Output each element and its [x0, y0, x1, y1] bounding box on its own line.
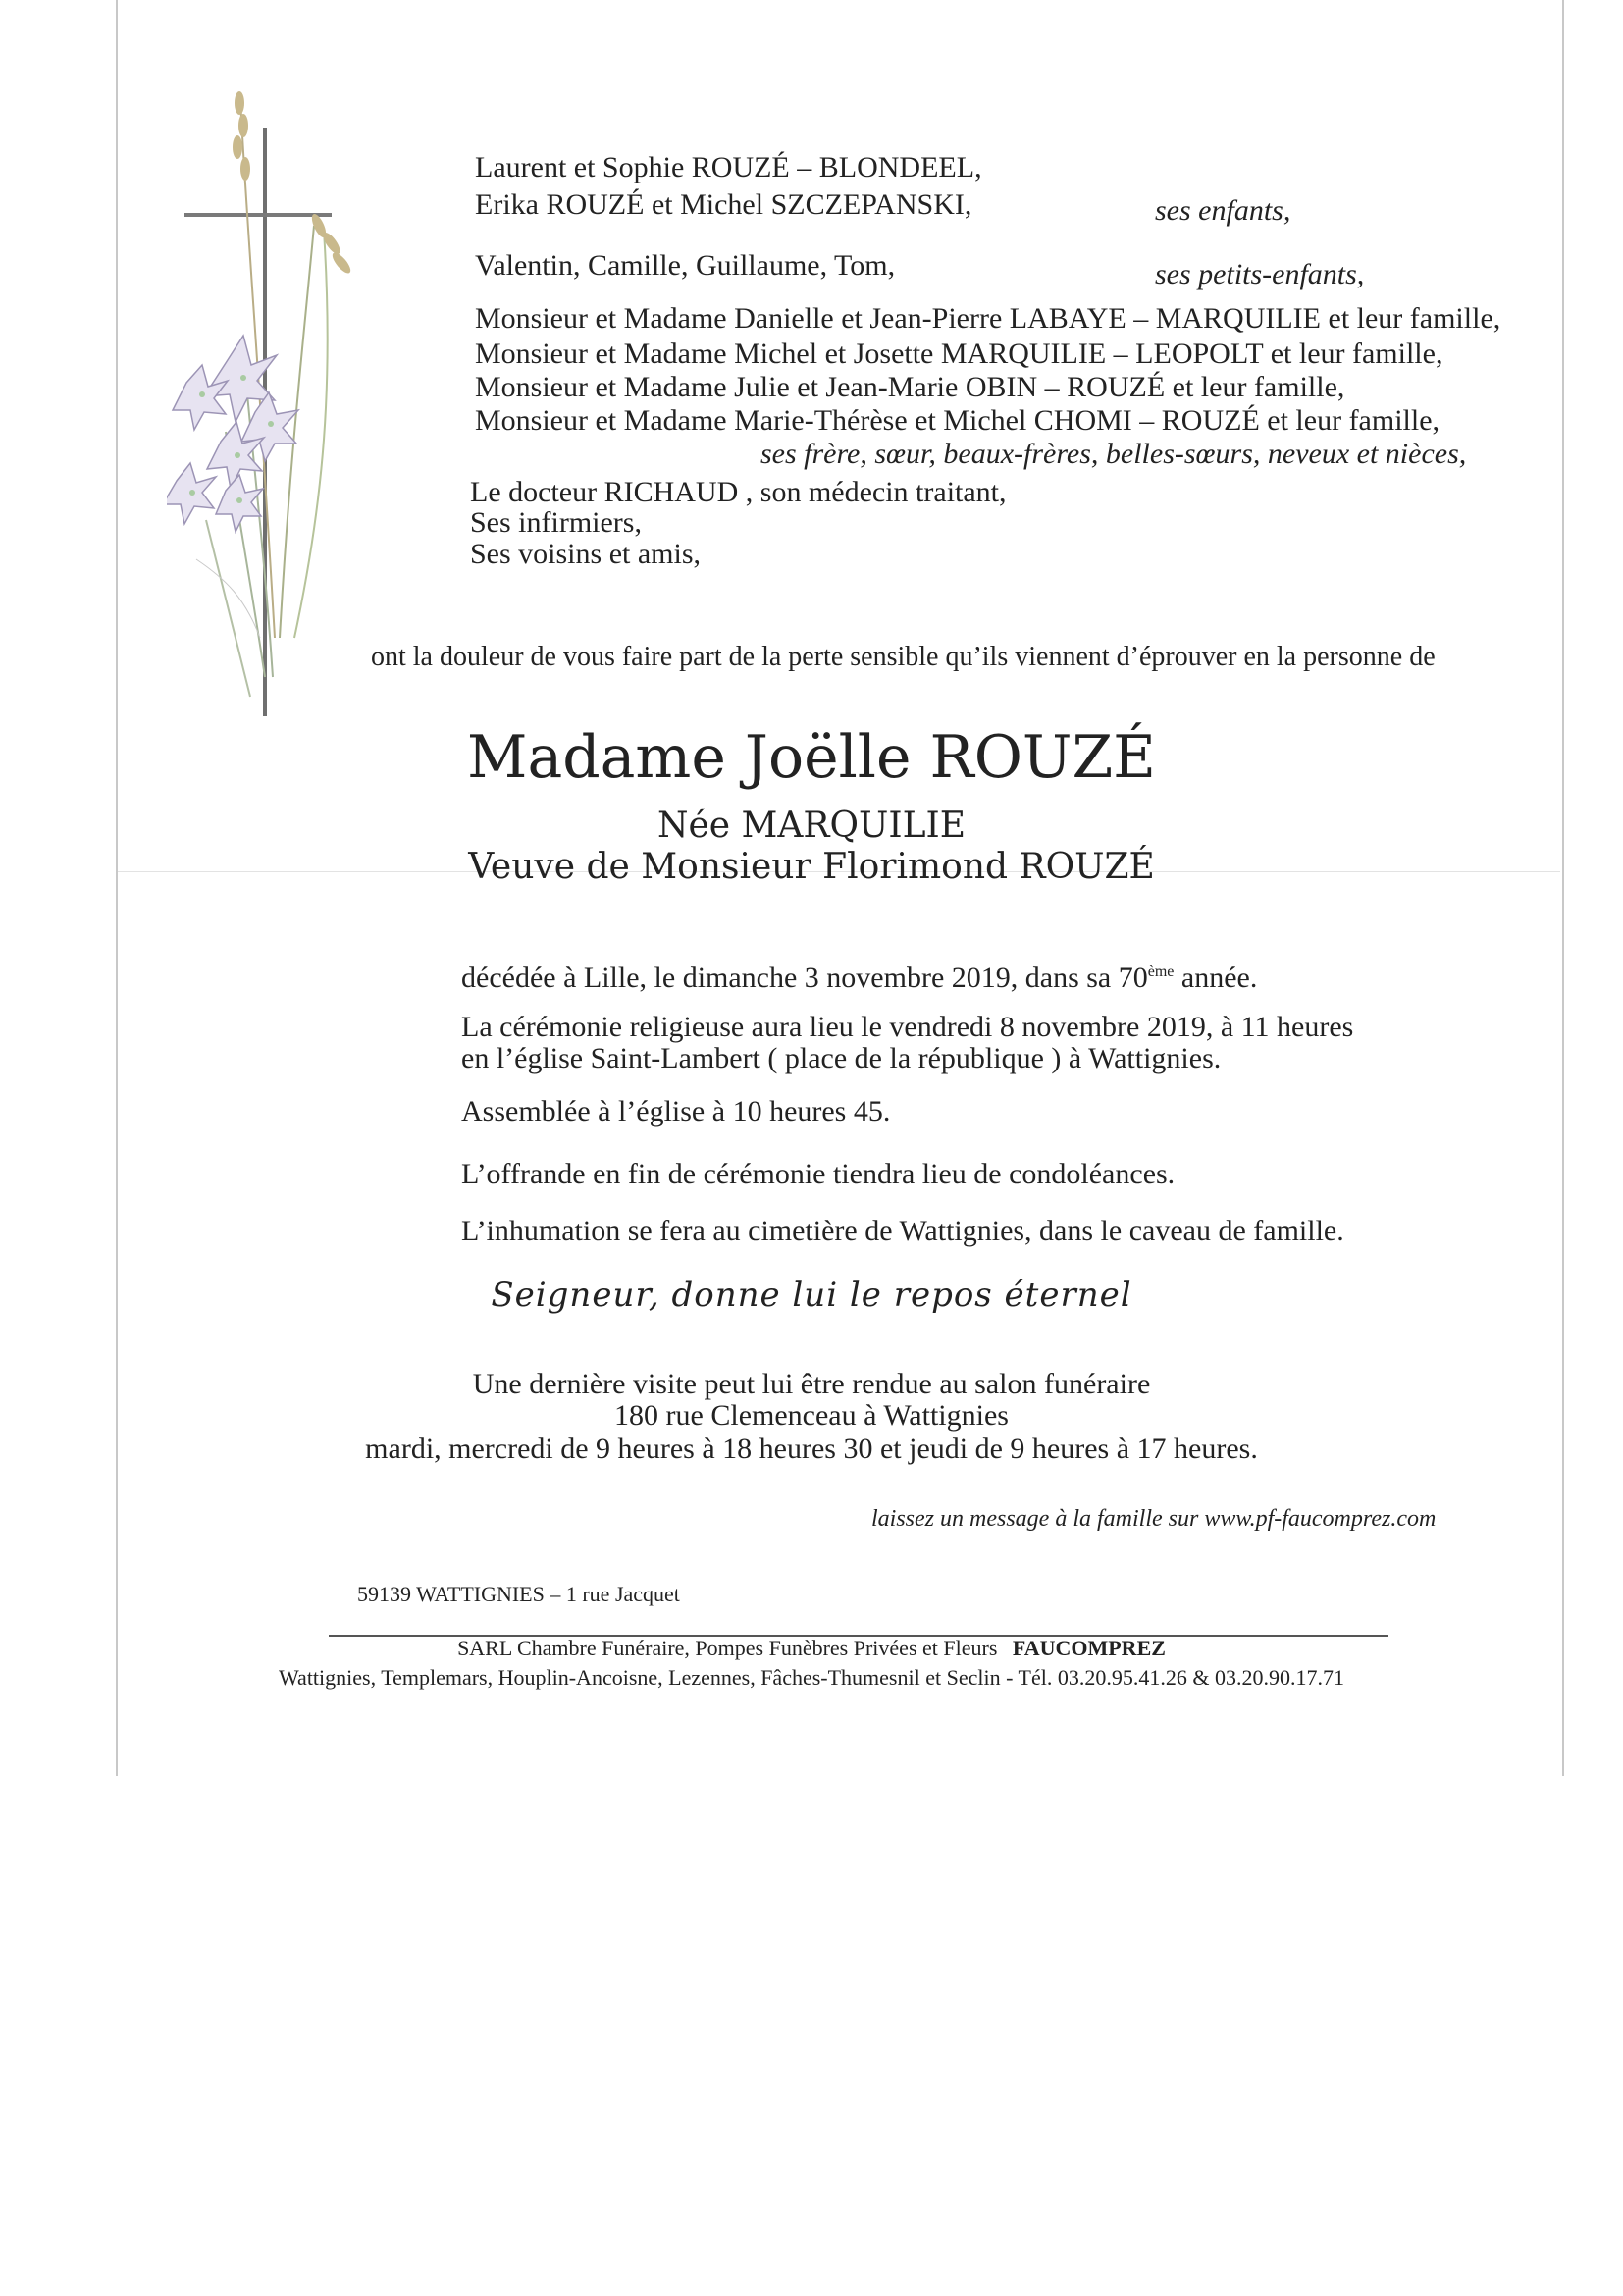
visit-line-1: Une dernière visite peut lui être rendue au salon funéraire	[472, 1368, 1151, 1400]
footer-company-name: FAUCOMPREZ	[1012, 1636, 1166, 1660]
visit-line-3: mardi, mercredi de 9 heures à 18 heures 30 et jeudi de 9 heures à 17 heures.	[365, 1433, 1258, 1465]
grandchildren-names: Valentin, Camille, Guillaume, Tom,	[475, 249, 896, 282]
prayer: Seigneur, donne lui le repos éternel	[491, 1276, 1132, 1315]
ceremony-line-2: en l’église Saint-Lambert ( place de la république ) à Wattignies.	[461, 1042, 1222, 1074]
death-text: décédée à Lille, le dimanche 3 novembre 2019, dans sa 70	[461, 962, 1148, 994]
offering: L’offrande en fin de cérémonie tiendra lieu de condoléances.	[461, 1158, 1176, 1190]
sibling-line-3: Monsieur et Madame Julie et Jean-Marie OBIN – ROUZÉ et leur famille,	[475, 371, 1345, 403]
siblings-role: ses frère, sœur, beaux-frères, belles-sœurs, neveux et nièces,	[760, 438, 1467, 470]
sibling-line-2: Monsieur et Madame Michel et Josette MARQUILIE – LEOPOLT et leur famille,	[475, 338, 1443, 370]
page-right-edge	[1562, 0, 1564, 1776]
announcement: ont la douleur de vous faire part de la perte sensible qu’ils viennent d’éprouver en la personne de	[371, 642, 1436, 672]
cross-wheat-lilies-icon	[167, 88, 422, 726]
ceremony-line-1: La cérémonie religieuse aura lieu le vendredi 8 novembre 2019, à 11 heures	[461, 1011, 1354, 1043]
others-line-3: Ses voisins et amis,	[470, 538, 702, 570]
page-left-edge	[116, 0, 118, 1776]
family-children-line-1: Laurent et Sophie ROUZÉ – BLONDEEL,	[475, 151, 982, 183]
footer-company	[0, 1637, 1623, 1660]
footer-towns: Wattignies, Templemars, Houplin-Ancoisne, Lezennes, Fâches-Thumesnil et Seclin - Tél. 03.20.95.41.26 & 03.20.90.17.71	[279, 1665, 1344, 1690]
website-message: laissez un message à la famille sur www.pf-faucomprez.com	[871, 1506, 1437, 1532]
deceased-name: Madame Joëlle ROUZÉ	[467, 723, 1156, 792]
footer-company-prefix: SARL Chambre Funéraire, Pompes Funèbres Privées et Fleurs	[457, 1636, 998, 1660]
deceased-maiden: Née MARQUILIE	[657, 806, 966, 846]
address: 59139 WATTIGNIES – 1 rue Jacquet	[357, 1582, 680, 1606]
assembly: Assemblée à l’église à 10 heures 45.	[461, 1095, 891, 1127]
grandchildren-role: ses petits-enfants,	[1155, 258, 1365, 290]
others-line-2: Ses infirmiers,	[470, 506, 642, 539]
sibling-line-4: Monsieur et Madame Marie-Thérèse et Michel CHOMI – ROUZÉ et leur famille,	[475, 404, 1440, 437]
death-text-end: année.	[1174, 962, 1258, 994]
death-superscript: ème	[1147, 964, 1175, 980]
others-line-1: Le docteur RICHAUD , son médecin traitant,	[470, 476, 1007, 508]
death-details	[461, 958, 1257, 993]
deceased-widow: Veuve de Monsieur Florimond ROUZÉ	[468, 847, 1155, 887]
visit-line-2: 180 rue Clemenceau à Wattignies	[614, 1399, 1009, 1432]
sibling-line-1: Monsieur et Madame Danielle et Jean-Pierre LABAYE – MARQUILIE et leur famille,	[475, 302, 1501, 335]
burial: L’inhumation se fera au cimetière de Wattignies, dans le caveau de famille.	[461, 1215, 1344, 1247]
children-role: ses enfants,	[1155, 194, 1291, 227]
family-children-line-2: Erika ROUZÉ et Michel SZCZEPANSKI,	[475, 188, 972, 221]
